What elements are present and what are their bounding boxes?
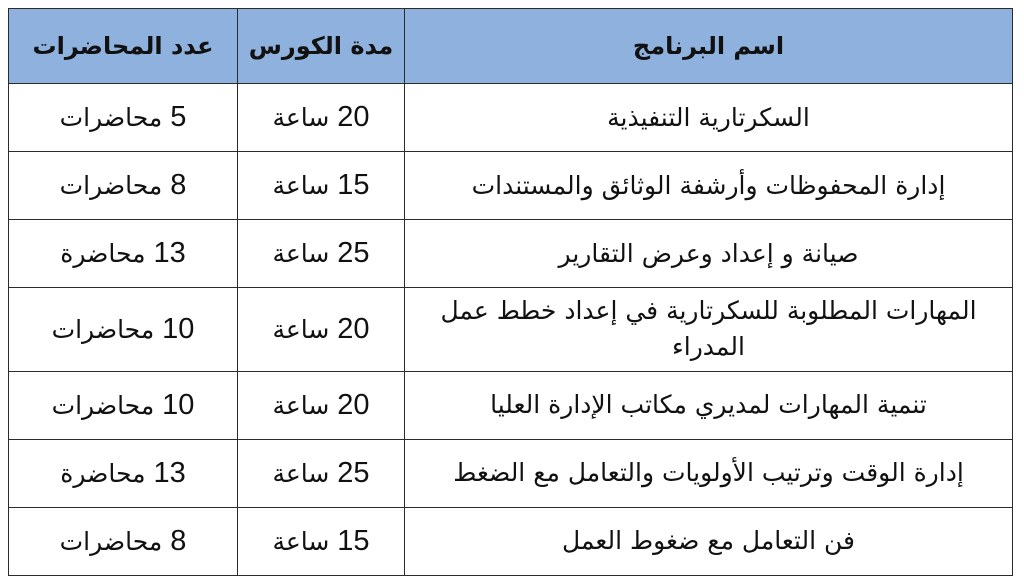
table-row xyxy=(9,439,1013,507)
table-row xyxy=(9,220,1013,288)
lecture-count: 10 xyxy=(162,388,195,421)
lectures-cell xyxy=(9,371,238,439)
lecture-unit: محاضرة xyxy=(60,458,146,488)
lectures-cell xyxy=(9,152,238,220)
lecture-count: 8 xyxy=(170,169,187,202)
courses-table xyxy=(8,8,1013,576)
header-program-name: اسم البرنامج xyxy=(405,9,1013,84)
program-name-cell: إدارة الوقت وترتيب الأولويات والتعامل مع الضغط xyxy=(405,439,1013,507)
header-course-duration: مدة الكورس xyxy=(238,9,405,84)
lecture-unit: محاضرات xyxy=(59,103,163,133)
table-row xyxy=(9,371,1013,439)
courses-table-container xyxy=(8,8,1012,576)
table-header-row xyxy=(9,9,1013,84)
lecture-count: 8 xyxy=(170,524,187,557)
table-row xyxy=(9,507,1013,575)
program-name-cell: السكرتارية التنفيذية xyxy=(405,84,1013,152)
lecture-count: 10 xyxy=(162,312,195,345)
lecture-unit: محاضرات xyxy=(59,526,163,556)
program-name-cell: المهارات المطلوبة للسكرتارية في إعداد خطط عمل المدراء xyxy=(405,288,1013,371)
lecture-count: 5 xyxy=(170,101,187,134)
program-name-cell: تنمية المهارات لمديري مكاتب الإدارة العليا xyxy=(405,371,1013,439)
duration-cell xyxy=(238,439,405,507)
duration-hours: 15 xyxy=(337,169,370,202)
lecture-unit: محاضرة xyxy=(60,239,146,269)
lecture-count: 13 xyxy=(153,237,186,270)
lecture-unit: محاضرات xyxy=(59,171,163,201)
duration-unit: ساعة xyxy=(272,171,330,201)
duration-hours: 20 xyxy=(337,312,370,345)
table-row xyxy=(9,288,1013,371)
duration-unit: ساعة xyxy=(272,239,330,269)
lecture-unit: محاضرات xyxy=(51,314,155,344)
lectures-cell xyxy=(9,439,238,507)
lectures-cell xyxy=(9,288,238,371)
table-row xyxy=(9,84,1013,152)
lectures-cell xyxy=(9,220,238,288)
duration-cell xyxy=(238,288,405,371)
duration-cell xyxy=(238,220,405,288)
duration-cell xyxy=(238,152,405,220)
duration-hours: 20 xyxy=(337,388,370,421)
lecture-count: 13 xyxy=(153,456,186,489)
program-name-cell: إدارة المحفوظات وأرشفة الوثائق والمستندات xyxy=(405,152,1013,220)
duration-unit: ساعة xyxy=(272,103,330,133)
duration-cell xyxy=(238,84,405,152)
program-name-cell: فن التعامل مع ضغوط العمل xyxy=(405,507,1013,575)
duration-unit: ساعة xyxy=(272,458,330,488)
lectures-cell xyxy=(9,84,238,152)
duration-unit: ساعة xyxy=(272,526,330,556)
program-name-cell: صيانة و إعداد وعرض التقارير xyxy=(405,220,1013,288)
lecture-unit: محاضرات xyxy=(51,390,155,420)
duration-cell xyxy=(238,507,405,575)
duration-unit: ساعة xyxy=(272,390,330,420)
lectures-cell xyxy=(9,507,238,575)
duration-hours: 25 xyxy=(337,456,370,489)
duration-hours: 20 xyxy=(337,101,370,134)
duration-hours: 15 xyxy=(337,524,370,557)
table-row xyxy=(9,152,1013,220)
duration-cell xyxy=(238,371,405,439)
header-lecture-count: عدد المحاضرات xyxy=(9,9,238,84)
duration-unit: ساعة xyxy=(272,314,330,344)
duration-hours: 25 xyxy=(337,237,370,270)
